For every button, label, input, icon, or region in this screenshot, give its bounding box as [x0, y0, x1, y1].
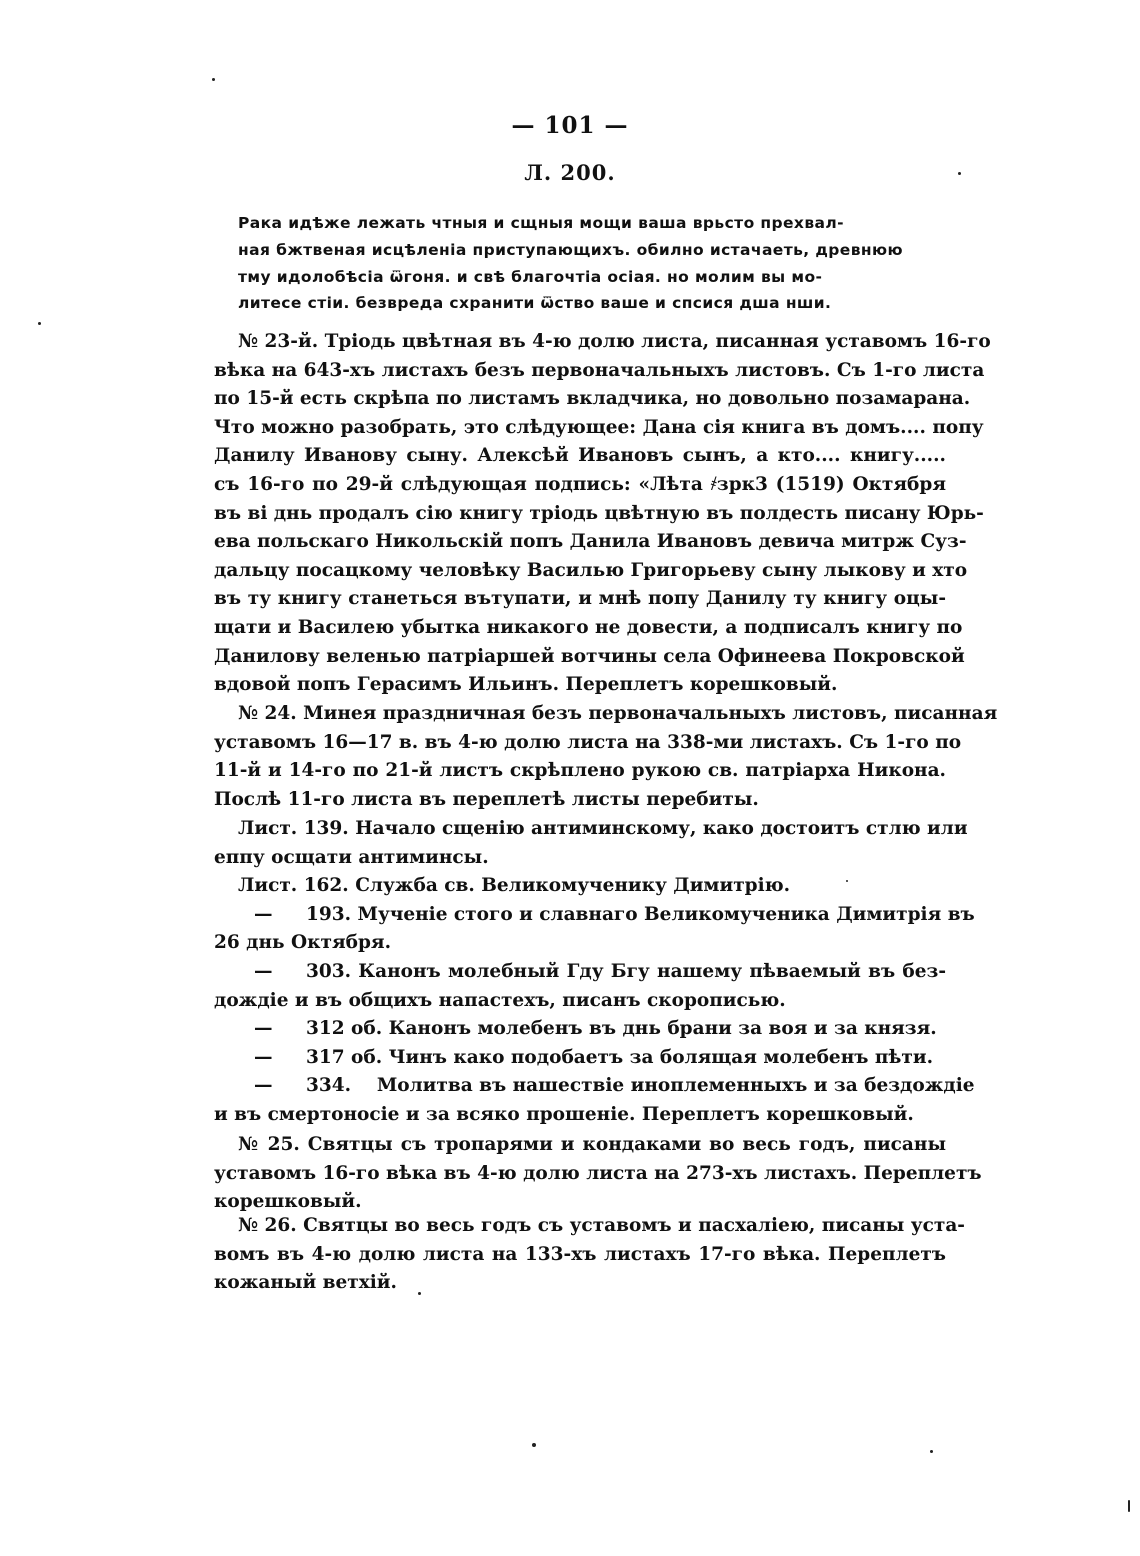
page-number: — 101 —	[511, 112, 629, 139]
entry-25-line: уставомъ 16-го вѣка въ 4-ю долю листа на 273-хъ листахъ. Переплетъ	[214, 1162, 982, 1184]
leaf-line: 193. Мученiе стого и славнаго Великомученика Димитрiя въ	[306, 903, 975, 925]
dash-mark: —	[254, 1075, 273, 1097]
entry-24-line: Послѣ 11-го листа въ переплетѣ листы перебиты.	[214, 788, 759, 810]
scan-speck	[930, 1450, 933, 1453]
leaf-entry-row	[214, 1015, 946, 1044]
entry-23-line: № 23-й. Трiодь цвѣтная въ 4-ю долю листа, писанная уставомъ 16-го	[238, 331, 991, 352]
entry-26-line: кожаный ветхiй.	[214, 1272, 397, 1294]
slavonic-line: ная бжтвеная исцѣленiа приступающихъ. обилно истачаеть, древнюю	[238, 240, 903, 259]
leaf-line: 312 об. Канонъ молебенъ въ днь брани за воя и за князя.	[306, 1018, 937, 1040]
entry-23-line: ева польскаго Никольскiй попъ Данила Ивановъ девича митрж Суз-	[214, 531, 967, 553]
leaf-entry-row	[214, 901, 975, 930]
leaf-line: Лист. 162. Служба св. Великомученику Димитрiю.	[238, 875, 791, 897]
scan-speck	[846, 880, 848, 882]
entry-25-line: № 25. Святцы съ тропарями и кондаками во весь годъ, писаны	[238, 1134, 946, 1155]
entry-23-line: Что можно разобрать, это слѣдующее: Дана сiя книга въ домъ.... попу	[214, 416, 984, 438]
entry-23-line: щати и Василею убытка никакого не довести, а подписалъ книгу по	[214, 616, 963, 638]
leaf-list	[214, 815, 975, 1130]
scan-speck	[418, 1292, 421, 1295]
scan-speck	[1128, 1500, 1130, 1512]
dash-mark: —	[254, 1046, 273, 1068]
entry-23-line: вдовой попъ Герасимъ Ильинъ. Переплетъ корешковый.	[214, 674, 838, 696]
leaf-entry-row	[214, 1072, 975, 1101]
entry-26-line: вомъ въ 4-ю долю листа на 133-хъ листахъ 17-го вѣка. Переплетъ	[214, 1243, 946, 1265]
leaf-line: дождiе и въ общихъ напастехъ, писанъ скорописью.	[214, 989, 786, 1011]
entry-23-line: Данилу Иванову сыну. Алексѣй Ивановъ сынъ, а кто.... книгу.....	[214, 445, 946, 467]
slavonic-inscription	[238, 210, 950, 317]
leaf-line: Лист. 139. Начало сщенiю антиминскому, како достоитъ стлю или	[238, 818, 968, 839]
sheet-label: Л. 200.	[524, 160, 616, 185]
entry-26-line: № 26. Святцы во весь годъ съ уставомъ и пасхалiею, писаны уста-	[238, 1215, 965, 1236]
leaf-line: и въ смертоносiе и за всяко прошенiе. Переплетъ корешковый.	[214, 1103, 914, 1125]
entry-24-line: 11-й и 14-го по 21-й листъ скрѣплено рукою св. патрiарха Никона.	[214, 760, 946, 782]
leaf-entry-row	[214, 958, 946, 987]
leaf-line: 334. Молитва въ нашествiе иноплеменныхъ и за бездождiе	[306, 1075, 975, 1097]
entry-23-line: по 15-й есть скрѣпа по листамъ вкладчика, но довольно позамарана.	[214, 388, 971, 410]
entry-26	[214, 1212, 965, 1298]
entry-23-line: въ ві днь продалъ сiю книгу трiодь цвѣтную въ полдесть писану Юрь-	[214, 502, 984, 524]
scan-speck	[532, 1443, 536, 1447]
entry-23-line: дальцу посацкому человѣку Василью Григорьеву сыну лыкову и хто	[214, 559, 968, 581]
slavonic-line: тму идолобѣсiа ѿгоня. и свѣ благочтiа осiая. но молим вы мо-	[238, 267, 823, 286]
leaf-line: 317 об. Чинъ како подобаетъ за болящая молебенъ пѣти.	[306, 1046, 934, 1068]
leaf-line: 26 днь Октября.	[214, 932, 392, 954]
leaf-line: еппу осщати антиминсы.	[214, 846, 489, 868]
entry-25-line: корешковый.	[214, 1191, 362, 1213]
entry-23-line: Данилову веленью патрiаршей вотчины села Офинеева Покровской	[214, 645, 965, 667]
entry-23	[214, 328, 991, 700]
leaf-line: 303. Канонъ молебный Гду Бгу нашему пѣваемый въ без-	[306, 960, 946, 982]
entry-23-line: съ 16-го по 29-й слѣдующая подпись: «Лѣта ҂зрк3 (1519) Октября	[214, 473, 946, 495]
entry-23-line: вѣка на 643-хъ листахъ безъ первоначальныхъ листовъ. Съ 1-го листа	[214, 359, 985, 381]
entry-24-line: № 24. Минея праздничная безъ первоначальныхъ листовъ, писанная	[238, 703, 998, 724]
slavonic-line: Рака идѣже лежать чтныя и сщныя мощи ваша врьсто прехвал-	[238, 214, 844, 232]
scan-speck	[38, 322, 41, 325]
scan-speck	[958, 172, 961, 175]
dash-mark: —	[254, 1018, 273, 1040]
entry-24	[214, 700, 998, 814]
leaf-entry-row	[214, 1044, 946, 1073]
entry-25	[214, 1131, 982, 1217]
scan-speck	[212, 78, 215, 81]
entry-23-line: въ ту книгу станеться вътупати, и мнѣ попу Данилу ту книгу оцы-	[214, 588, 946, 610]
slavonic-line: литесе стiи. безвреда схранити ѿство ваше и спсися дша нши.	[238, 294, 832, 313]
entry-24-line: уставомъ 16—17 в. въ 4-ю долю листа на 338-ми листахъ. Съ 1-го по	[214, 731, 962, 753]
dash-mark: —	[254, 960, 273, 982]
dash-mark: —	[254, 903, 273, 925]
